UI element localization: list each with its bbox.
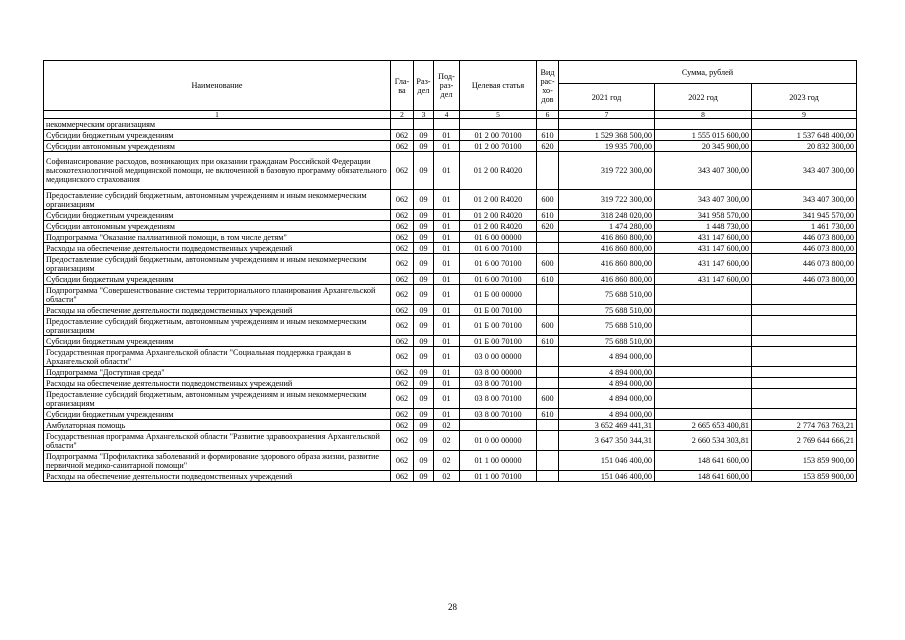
row-target-code (460, 119, 537, 130)
row-sum-2023: 1 461 730,00 (752, 221, 857, 232)
row-sum-2022 (655, 316, 752, 336)
table-row (44, 254, 857, 274)
row-target-code: 01 1 00 00000 (460, 451, 537, 471)
row-expense-type: 610 (537, 130, 559, 141)
table-row (44, 431, 857, 451)
row-name: Амбулаторная помощь (44, 420, 391, 431)
row-podrazdel (434, 119, 460, 130)
row-glava: 062 (391, 431, 414, 451)
row-name: Софинансирование расходов, возникающих при оказании гражданам Российской Федерации высокотехнологичной медицинской помощи, не включенной в базовую программу обязательного медицинского страхования (44, 152, 391, 190)
row-target-code: 01 2 00 R4020 (460, 152, 537, 190)
row-glava (391, 119, 414, 130)
row-podrazdel: 01 (434, 130, 460, 141)
header-summa: Сумма, рублей (559, 61, 857, 84)
row-sum-2021: 318 248 020,00 (559, 210, 655, 221)
column-numbers-row (44, 111, 857, 119)
row-sum-2023 (752, 389, 857, 409)
row-expense-type (537, 367, 559, 378)
row-sum-2021: 416 860 800,00 (559, 274, 655, 285)
row-target-code: 01 2 00 R4020 (460, 190, 537, 210)
row-expense-type: 600 (537, 389, 559, 409)
row-sum-2022: 2 660 534 303,81 (655, 431, 752, 451)
row-name: Предоставление субсидий бюджетным, автономным учреждениям и иным некоммерческим организациям (44, 316, 391, 336)
row-sum-2021: 4 894 000,00 (559, 389, 655, 409)
row-name: Предоставление субсидий бюджетным, автономным учреждениям и иным некоммерческим организациям (44, 254, 391, 274)
row-podrazdel: 01 (434, 210, 460, 221)
row-name: Подпрограмма "Профилактика заболеваний и формирование здорового образа жизни, развитие первичной медико-санитарной помощи" (44, 451, 391, 471)
row-glava: 062 (391, 190, 414, 210)
row-razdel: 09 (414, 347, 434, 367)
row-sum-2021: 4 894 000,00 (559, 347, 655, 367)
row-glava: 062 (391, 141, 414, 152)
row-sum-2021: 1 529 368 500,00 (559, 130, 655, 141)
row-podrazdel: 01 (434, 347, 460, 367)
row-expense-type (537, 431, 559, 451)
row-expense-type (537, 119, 559, 130)
row-sum-2023 (752, 367, 857, 378)
row-podrazdel: 01 (434, 243, 460, 254)
row-glava: 062 (391, 274, 414, 285)
header-year-2021: 2021 год (559, 84, 655, 111)
row-podrazdel: 01 (434, 232, 460, 243)
row-razdel: 09 (414, 141, 434, 152)
table-row (44, 130, 857, 141)
row-razdel: 09 (414, 409, 434, 420)
row-podrazdel: 01 (434, 305, 460, 316)
row-target-code: 01 Б 00 70100 (460, 336, 537, 347)
row-podrazdel: 01 (434, 285, 460, 305)
row-target-code: 01 6 00 70100 (460, 254, 537, 274)
row-podrazdel: 01 (434, 141, 460, 152)
row-sum-2022: 1 555 015 600,00 (655, 130, 752, 141)
row-sum-2021: 1 474 280,00 (559, 221, 655, 232)
table-row (44, 285, 857, 305)
row-name: Предоставление субсидий бюджетным, автономным учреждениям и иным некоммерческим организациям (44, 190, 391, 210)
row-glava: 062 (391, 243, 414, 254)
row-expense-type (537, 451, 559, 471)
row-razdel: 09 (414, 367, 434, 378)
table-row (44, 119, 857, 130)
row-glava: 062 (391, 389, 414, 409)
row-podrazdel: 01 (434, 378, 460, 389)
row-glava: 062 (391, 232, 414, 243)
row-sum-2023: 153 859 900,00 (752, 451, 857, 471)
row-sum-2022: 1 448 730,00 (655, 221, 752, 232)
row-podrazdel: 02 (434, 471, 460, 482)
row-podrazdel: 01 (434, 336, 460, 347)
row-sum-2021: 4 894 000,00 (559, 378, 655, 389)
row-glava: 062 (391, 285, 414, 305)
row-expense-type: 610 (537, 409, 559, 420)
row-name: Подпрограмма "Совершенствование системы территориального планирования Архангельской области" (44, 285, 391, 305)
row-sum-2021: 4 894 000,00 (559, 367, 655, 378)
row-target-code: 03 8 00 00000 (460, 367, 537, 378)
row-target-code: 01 2 00 R4020 (460, 210, 537, 221)
row-razdel: 09 (414, 451, 434, 471)
row-sum-2023: 446 073 800,00 (752, 274, 857, 285)
row-sum-2021: 75 688 510,00 (559, 305, 655, 316)
row-sum-2023: 446 073 800,00 (752, 243, 857, 254)
header-year-2023: 2023 год (752, 84, 857, 111)
row-razdel: 09 (414, 243, 434, 254)
table-row (44, 141, 857, 152)
column-number: 8 (655, 111, 752, 119)
table-row (44, 232, 857, 243)
row-sum-2021: 416 860 800,00 (559, 243, 655, 254)
row-sum-2022: 343 407 300,00 (655, 152, 752, 190)
table-row (44, 221, 857, 232)
row-sum-2023 (752, 409, 857, 420)
row-glava: 062 (391, 378, 414, 389)
table-row (44, 389, 857, 409)
row-podrazdel: 01 (434, 152, 460, 190)
row-sum-2022: 2 665 653 400,81 (655, 420, 752, 431)
row-name: Предоставление субсидий бюджетным, автономным учреждениям и иным некоммерческим организациям (44, 389, 391, 409)
row-name: Подпрограмма "Оказание паллиативной помощи, в том числе детям" (44, 232, 391, 243)
row-sum-2021: 151 046 400,00 (559, 451, 655, 471)
row-name: Субсидии бюджетным учреждениям (44, 274, 391, 285)
row-sum-2023: 1 537 648 400,00 (752, 130, 857, 141)
row-sum-2022: 148 641 600,00 (655, 471, 752, 482)
row-razdel: 09 (414, 254, 434, 274)
row-expense-type: 620 (537, 221, 559, 232)
row-podrazdel: 01 (434, 254, 460, 274)
row-expense-type (537, 232, 559, 243)
row-sum-2023: 20 832 300,00 (752, 141, 857, 152)
row-target-code (460, 420, 537, 431)
row-razdel: 09 (414, 420, 434, 431)
header-year-2022: 2022 год (655, 84, 752, 111)
row-razdel: 09 (414, 471, 434, 482)
row-expense-type (537, 347, 559, 367)
row-podrazdel: 02 (434, 451, 460, 471)
row-podrazdel: 02 (434, 431, 460, 451)
row-target-code: 01 6 00 70100 (460, 243, 537, 254)
header-razdel: Раз-дел (414, 61, 434, 111)
table-row (44, 409, 857, 420)
row-razdel: 09 (414, 190, 434, 210)
row-sum-2021: 416 860 800,00 (559, 232, 655, 243)
row-glava: 062 (391, 210, 414, 221)
row-name: Субсидии бюджетным учреждениям (44, 210, 391, 221)
row-sum-2022: 20 345 900,00 (655, 141, 752, 152)
row-glava: 062 (391, 130, 414, 141)
row-target-code: 03 8 00 70100 (460, 409, 537, 420)
header-glava: Гла-ва (391, 61, 414, 111)
row-expense-type (537, 243, 559, 254)
row-razdel: 09 (414, 336, 434, 347)
table-row (44, 471, 857, 482)
header-tselevaya: Целевая статья (460, 61, 537, 111)
row-expense-type (537, 285, 559, 305)
row-sum-2023 (752, 285, 857, 305)
row-name: Субсидии автономным учреждениям (44, 221, 391, 232)
row-podrazdel: 01 (434, 274, 460, 285)
row-name: Субсидии бюджетным учреждениям (44, 336, 391, 347)
row-sum-2022 (655, 389, 752, 409)
table-row (44, 378, 857, 389)
row-podrazdel: 01 (434, 367, 460, 378)
row-sum-2021: 319 722 300,00 (559, 152, 655, 190)
row-razdel: 09 (414, 389, 434, 409)
row-razdel: 09 (414, 210, 434, 221)
table-row (44, 336, 857, 347)
row-podrazdel: 02 (434, 420, 460, 431)
row-razdel: 09 (414, 274, 434, 285)
header-name: Наименование (44, 61, 391, 111)
row-razdel: 09 (414, 285, 434, 305)
row-sum-2022: 341 958 570,00 (655, 210, 752, 221)
row-name: Расходы на обеспечение деятельности подведомственных учреждений (44, 243, 391, 254)
table-row (44, 243, 857, 254)
row-sum-2023 (752, 305, 857, 316)
row-sum-2023 (752, 347, 857, 367)
row-sum-2022: 148 641 600,00 (655, 451, 752, 471)
row-podrazdel: 01 (434, 190, 460, 210)
row-sum-2021: 319 722 300,00 (559, 190, 655, 210)
row-sum-2023: 446 073 800,00 (752, 232, 857, 243)
row-sum-2021: 3 647 350 344,31 (559, 431, 655, 451)
row-expense-type: 600 (537, 190, 559, 210)
table-row (44, 210, 857, 221)
row-sum-2023: 343 407 300,00 (752, 190, 857, 210)
row-target-code: 03 8 00 70100 (460, 378, 537, 389)
row-sum-2023 (752, 316, 857, 336)
row-podrazdel: 01 (434, 389, 460, 409)
row-target-code: 03 8 00 70100 (460, 389, 537, 409)
row-razdel: 09 (414, 232, 434, 243)
row-podrazdel: 01 (434, 409, 460, 420)
row-name: Государственная программа Архангельской области "Развитие здравоохранения Архангельской области" (44, 431, 391, 451)
row-sum-2023: 2 774 763 763,21 (752, 420, 857, 431)
header-podrazdel: Под-раз-дел (434, 61, 460, 111)
row-name: некоммерческим организациям (44, 119, 391, 130)
table-row (44, 274, 857, 285)
row-expense-type: 610 (537, 336, 559, 347)
header-vid: Вид рас-хо-дов (537, 61, 559, 111)
row-expense-type (537, 378, 559, 389)
table-row (44, 420, 857, 431)
row-sum-2022: 431 147 600,00 (655, 274, 752, 285)
budget-table (43, 60, 857, 482)
row-glava: 062 (391, 336, 414, 347)
row-sum-2021: 416 860 800,00 (559, 254, 655, 274)
row-glava: 062 (391, 152, 414, 190)
row-razdel: 09 (414, 130, 434, 141)
row-sum-2022 (655, 336, 752, 347)
row-podrazdel: 01 (434, 221, 460, 232)
row-sum-2022 (655, 367, 752, 378)
table-row (44, 347, 857, 367)
column-number: 9 (752, 111, 857, 119)
row-target-code: 01 2 00 70100 (460, 141, 537, 152)
row-target-code: 01 2 00 R4020 (460, 221, 537, 232)
table-row (44, 152, 857, 190)
row-target-code: 01 2 00 70100 (460, 130, 537, 141)
column-number: 4 (434, 111, 460, 119)
row-name: Подпрограмма "Доступная среда" (44, 367, 391, 378)
row-razdel: 09 (414, 152, 434, 190)
column-number: 7 (559, 111, 655, 119)
row-name: Субсидии автономным учреждениям (44, 141, 391, 152)
row-name: Государственная программа Архангельской области "Социальная поддержка граждан в Архангельской области" (44, 347, 391, 367)
row-name: Субсидии бюджетным учреждениям (44, 130, 391, 141)
row-expense-type: 620 (537, 141, 559, 152)
row-sum-2021: 151 046 400,00 (559, 471, 655, 482)
row-glava: 062 (391, 451, 414, 471)
row-target-code: 03 0 00 00000 (460, 347, 537, 367)
table-row (44, 190, 857, 210)
row-razdel: 09 (414, 378, 434, 389)
row-sum-2023 (752, 336, 857, 347)
table-row (44, 316, 857, 336)
column-number: 5 (460, 111, 537, 119)
row-glava: 062 (391, 221, 414, 232)
row-glava: 062 (391, 305, 414, 316)
row-sum-2021: 3 652 469 441,31 (559, 420, 655, 431)
row-expense-type (537, 420, 559, 431)
row-glava: 062 (391, 471, 414, 482)
row-expense-type (537, 305, 559, 316)
row-sum-2022: 431 147 600,00 (655, 254, 752, 274)
row-sum-2022 (655, 409, 752, 420)
table-row (44, 305, 857, 316)
row-glava: 062 (391, 367, 414, 378)
row-name: Расходы на обеспечение деятельности подведомственных учреждений (44, 378, 391, 389)
row-sum-2022 (655, 285, 752, 305)
row-sum-2023: 341 945 570,00 (752, 210, 857, 221)
row-sum-2022 (655, 119, 752, 130)
row-expense-type: 610 (537, 210, 559, 221)
row-sum-2023: 2 769 644 666,21 (752, 431, 857, 451)
row-sum-2023: 343 407 300,00 (752, 152, 857, 190)
row-sum-2022 (655, 305, 752, 316)
row-expense-type: 600 (537, 254, 559, 274)
row-target-code: 01 6 00 70100 (460, 274, 537, 285)
column-number: 1 (44, 111, 391, 119)
row-sum-2021: 4 894 000,00 (559, 409, 655, 420)
row-expense-type (537, 152, 559, 190)
row-target-code: 01 0 00 00000 (460, 431, 537, 451)
row-razdel: 09 (414, 305, 434, 316)
row-expense-type: 600 (537, 316, 559, 336)
row-sum-2021: 75 688 510,00 (559, 285, 655, 305)
table-row (44, 367, 857, 378)
row-sum-2021: 75 688 510,00 (559, 336, 655, 347)
row-sum-2023: 446 073 800,00 (752, 254, 857, 274)
table-body (44, 119, 857, 482)
row-glava: 062 (391, 420, 414, 431)
row-glava: 062 (391, 254, 414, 274)
row-glava: 062 (391, 316, 414, 336)
row-razdel: 09 (414, 431, 434, 451)
row-name: Расходы на обеспечение деятельности подведомственных учреждений (44, 471, 391, 482)
row-sum-2022: 431 147 600,00 (655, 232, 752, 243)
row-glava: 062 (391, 347, 414, 367)
column-number: 2 (391, 111, 414, 119)
row-sum-2021: 75 688 510,00 (559, 316, 655, 336)
row-expense-type (537, 471, 559, 482)
row-razdel: 09 (414, 221, 434, 232)
row-podrazdel: 01 (434, 316, 460, 336)
table-header (44, 61, 857, 119)
page-number: 28 (448, 602, 457, 612)
row-sum-2022: 431 147 600,00 (655, 243, 752, 254)
row-target-code: 01 6 00 00000 (460, 232, 537, 243)
row-sum-2022 (655, 378, 752, 389)
row-name: Расходы на обеспечение деятельности подведомственных учреждений (44, 305, 391, 316)
row-sum-2021 (559, 119, 655, 130)
row-sum-2022 (655, 347, 752, 367)
row-name: Субсидии бюджетным учреждениям (44, 409, 391, 420)
row-sum-2023: 153 859 900,00 (752, 471, 857, 482)
row-sum-2023 (752, 378, 857, 389)
row-sum-2022: 343 407 300,00 (655, 190, 752, 210)
row-sum-2021: 19 935 700,00 (559, 141, 655, 152)
column-number: 3 (414, 111, 434, 119)
row-glava: 062 (391, 409, 414, 420)
table-row (44, 451, 857, 471)
row-razdel (414, 119, 434, 130)
row-target-code: 01 Б 00 70100 (460, 316, 537, 336)
row-expense-type: 610 (537, 274, 559, 285)
row-target-code: 01 1 00 70100 (460, 471, 537, 482)
row-sum-2023 (752, 119, 857, 130)
column-number: 6 (537, 111, 559, 119)
row-razdel: 09 (414, 316, 434, 336)
row-target-code: 01 Б 00 70100 (460, 305, 537, 316)
row-target-code: 01 Б 00 00000 (460, 285, 537, 305)
